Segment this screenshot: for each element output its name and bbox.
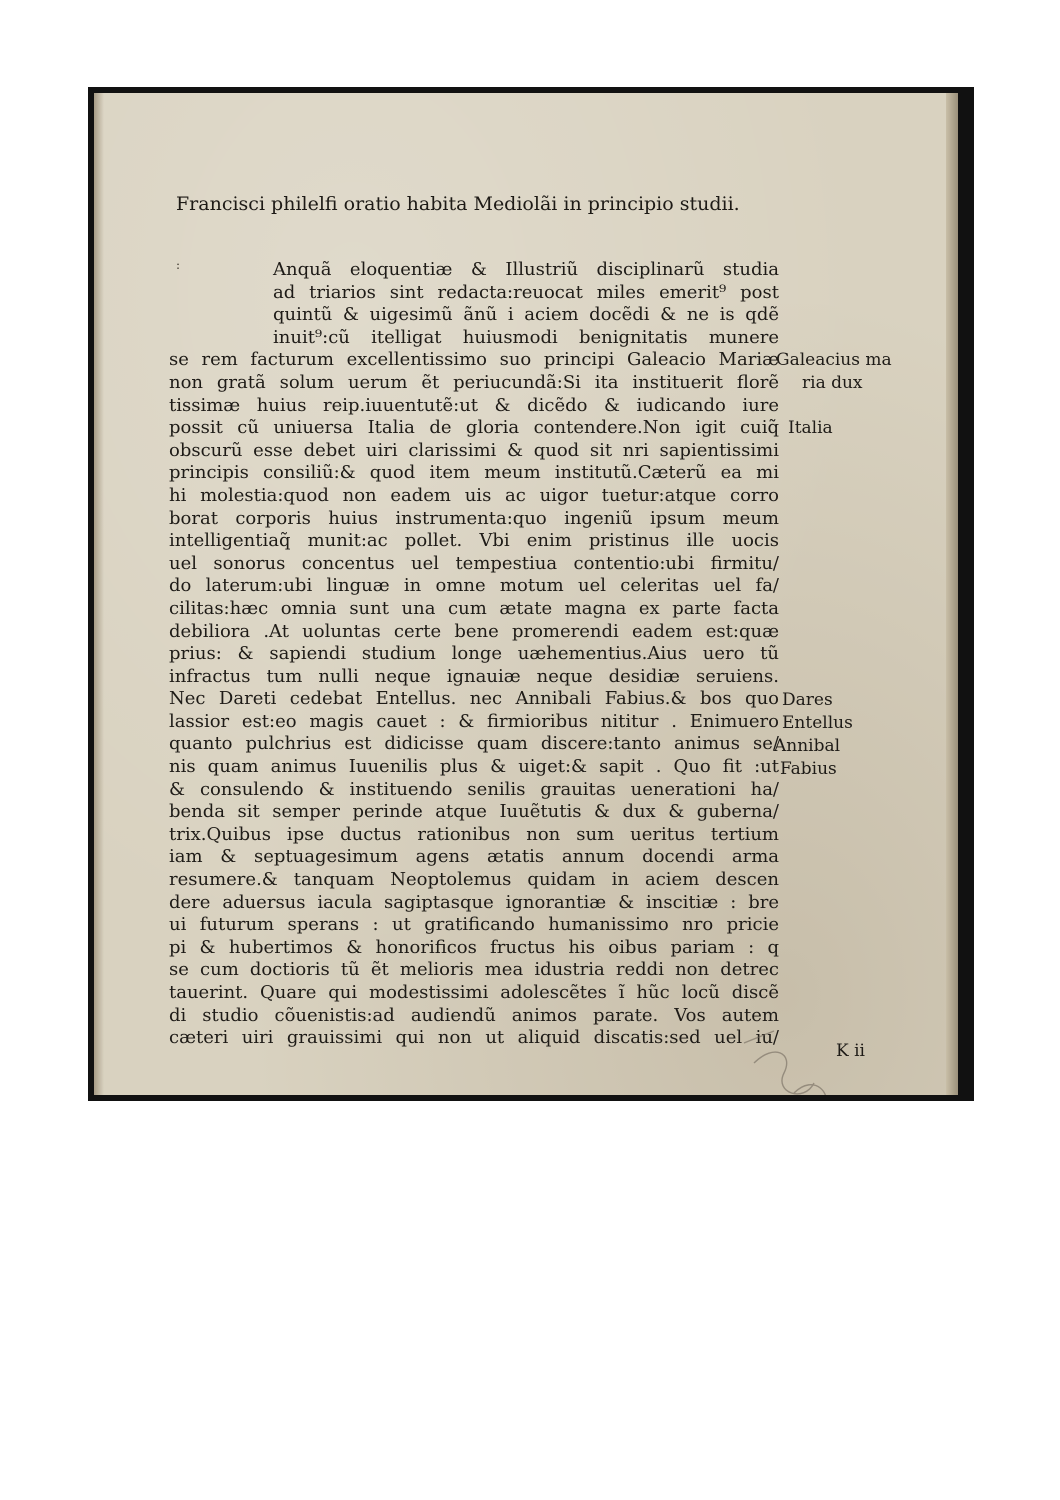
text-line: pi & hubertimos & honorificos fructus his oibus pariam : q xyxy=(169,936,779,958)
text-line: dere aduersus iacula sagiptasque ignorantiæ & inscitiæ : bre xyxy=(169,891,779,913)
text-line: borat corporis huius instrumenta:quo ingeniũ ipsum meum xyxy=(169,507,779,529)
text-line: tauerint. Quare qui modestissimi adolescẽtes ĩ hũc locũ discẽ xyxy=(169,982,779,1003)
signature-mark: K ii xyxy=(836,1041,865,1061)
text-line: nis quam animus Iuuenilis plus & uiget:& sapit . Quo fit :ut xyxy=(169,756,779,778)
text-line: Anquã eloquentiæ & Illustriũ disciplinarũ studia xyxy=(273,259,779,280)
book-page xyxy=(94,93,958,1095)
text-line: & consulendo & instituendo senilis grauitas uenerationi ha/ xyxy=(169,778,779,800)
text-line: lassior est:eo magis cauet : & firmioribus nititur . Enimuero xyxy=(169,710,779,732)
text-line: non gratã solum uerum ẽt periucundã:Si ita instituerit florẽ xyxy=(169,371,779,393)
text-line: obscurũ esse debet uiri clarissimi & quod sit nri sapientissimi xyxy=(169,439,779,461)
text-line: cilitas:hæc omnia sunt una cum ætate magna ex parte facta xyxy=(169,597,779,619)
text-line: quanto pulchrius est didicisse quam discere:tanto animus se/ xyxy=(169,733,779,755)
text-line: uel sonorus concentus uel tempestiua contentio:ubi firmitu/ xyxy=(169,552,779,574)
text-line: se rem facturum excellentissimo suo principi Galeacio Mariæ xyxy=(169,349,779,371)
text-line: infractus tum nulli neque ignauiæ neque desidiæ seruiens. xyxy=(169,665,779,687)
text-line: di studio cõuenistis:ad audiendũ animos parate. Vos autem xyxy=(169,1004,779,1026)
text-line: benda sit semper perinde atque Iuuẽtutis & dux & guberna/ xyxy=(169,801,779,823)
marginal-note-entellus: Entellus xyxy=(782,713,853,733)
text-line: trix.Quibus ipse ductus rationibus non sum ueritus tertium xyxy=(169,823,779,845)
scanned-page-frame xyxy=(88,87,974,1101)
text-line: iam & septuagesimum agens ætatis annum docendi arma xyxy=(169,846,779,868)
text-line: tissimæ huius reip.iuuentutẽ:ut & dicẽdo & iudicando iure xyxy=(169,394,779,416)
marginal-note-italia: Italia xyxy=(788,418,833,438)
text-line: ui futurum sperans : ut gratificando humanissimo nro pricie xyxy=(169,914,779,936)
text-line: possit cũ uniuersa Italia de gloria contendere.Non igit cuiq̃ xyxy=(169,417,779,439)
text-line: principis consiliũ:& quod item meum institutũ.Cæterũ ea mi xyxy=(169,462,779,484)
page-heading: Francisci philelfi oratio habita Mediolãi in principio studii. xyxy=(176,193,740,215)
marginal-note-annibal: Annibal xyxy=(774,736,841,756)
text-line: hi molestia:quod non eadem uis ac uigor tuetur:atque corro xyxy=(169,484,779,506)
text-line: ad triarios sint redacta:reuocat miles emerit⁹ post xyxy=(273,281,779,303)
page-edge xyxy=(946,93,958,1095)
text-line: prius: & sapiendi studium longe uæhementius.Aius uero tũ xyxy=(169,643,779,665)
text-line: quintũ & uigesimũ ãnũ i aciem docẽdi & ne is qdẽ xyxy=(273,304,779,326)
marginal-note-galeacius: Galeacius ma xyxy=(776,350,892,370)
ink-marks: : xyxy=(176,258,192,272)
main-text-block xyxy=(169,259,779,1050)
text-line: debiliora .At uoluntas certe bene promerendi eadem est:quæ xyxy=(169,620,779,642)
marginal-note-dares: Dares xyxy=(782,690,833,710)
gutter-shadow xyxy=(94,93,104,1095)
text-line: inuit⁹:cũ itelligat huiusmodi benignitatis munere xyxy=(273,326,779,348)
text-line: Nec Dareti cedebat Entellus. nec Annibali Fabius.& bos quo xyxy=(169,688,779,710)
marginal-note-galeacius-cont: ria dux xyxy=(802,373,863,393)
marginal-note-fabius: Fabius xyxy=(780,759,837,779)
library-stamp-watermark xyxy=(734,1023,894,1095)
text-line: resumere.& tanquam Neoptolemus quidam in aciem descen xyxy=(169,869,779,891)
text-line: se cum doctioris tũ ẽt melioris mea idustria reddi non detrec xyxy=(169,959,779,981)
text-line: intelligentiaq̃ munit:ac pollet. Vbi enim pristinus ille uocis xyxy=(169,530,779,552)
text-line: cæteri uiri grauissimi qui non ut aliquid discatis:sed uel iu/ xyxy=(169,1027,779,1049)
text-line: do laterum:ubi linguæ in omne motum uel celeritas uel fa/ xyxy=(169,575,779,597)
